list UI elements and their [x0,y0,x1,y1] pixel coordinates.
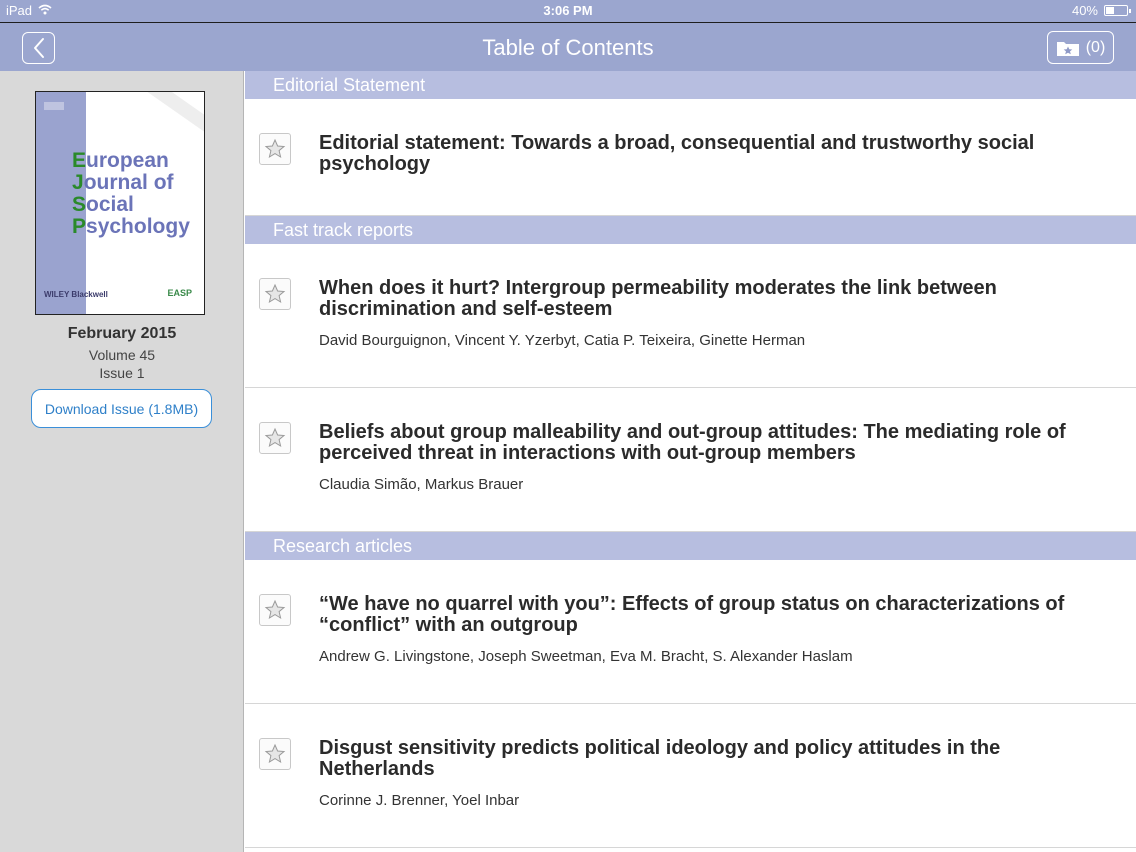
article-title: Beliefs about group malleability and out-group attitudes: The mediating role of perceived threat in interactions with out-group members [319,421,1066,464]
society-logo: EASP [167,288,192,298]
table-of-contents [245,71,1136,852]
article-title: When does it hurt? Intergroup permeability moderates the link between discrimination and self-esteem [319,277,997,320]
star-icon [264,138,286,160]
section-header-research: Research articles [245,532,1136,560]
star-icon [264,599,286,621]
favorite-star-button[interactable] [259,422,291,454]
article-title: Editorial statement: Towards a broad, consequential and trustworthy social psychology [319,132,1035,175]
article-authors: David Bourguignon, Vincent Y. Yzerbyt, Catia P. Teixeira, Ginette Herman [319,332,806,349]
article-row[interactable] [245,704,1136,848]
issue-date: February 2015 [67,325,177,342]
page-title: Table of Contents [482,35,654,60]
device-name: iPad [6,3,33,18]
article-authors: Andrew G. Livingstone, Joseph Sweetman, Eva M. Bracht, S. Alexander Haslam [319,648,853,665]
publisher-logo: WILEY Blackwell [44,290,108,299]
status-time: 3:06 PM [543,3,593,18]
favorite-star-button[interactable] [259,278,291,310]
battery-percent: 40% [1071,3,1098,18]
issue-number: Issue 1 [99,365,145,381]
article-row[interactable] [245,244,1136,388]
status-bar [0,0,1136,22]
journal-cover[interactable] [35,91,205,315]
article-row[interactable] [245,560,1136,704]
article-row[interactable] [245,388,1136,532]
favorite-star-button[interactable] [259,738,291,770]
status-right [1072,3,1128,18]
battery-icon [1104,5,1128,16]
article-authors: Claudia Simão, Markus Brauer [319,476,524,493]
favorites-count: (0) [1085,38,1106,56]
navigation-bar [0,22,1136,71]
cover-title: European Journal of Social Psychology [72,149,190,238]
star-icon [264,283,286,305]
download-issue-button[interactable]: Download Issue (1.8MB) [31,389,212,428]
article-authors: Corinne J. Brenner, Yoel Inbar [319,792,520,809]
star-folder-icon [1056,39,1080,57]
star-icon [264,427,286,449]
favorite-star-button[interactable] [259,594,291,626]
issue-volume: Volume 45 [88,347,156,363]
star-icon [264,743,286,765]
favorites-button[interactable] [1047,31,1114,64]
section-header-fast-track: Fast track reports [245,216,1136,244]
issue-sidebar [0,71,244,852]
favorite-star-button[interactable] [259,133,291,165]
article-title: Disgust sensitivity predicts political ideology and policy attitudes in the Netherlands [319,737,1001,780]
section-header-editorial: Editorial Statement [245,71,1136,99]
article-title: “We have no quarrel with you”: Effects of group status on characterizations of “conflict” with an outgroup [319,593,1065,636]
article-row[interactable] [245,99,1136,216]
